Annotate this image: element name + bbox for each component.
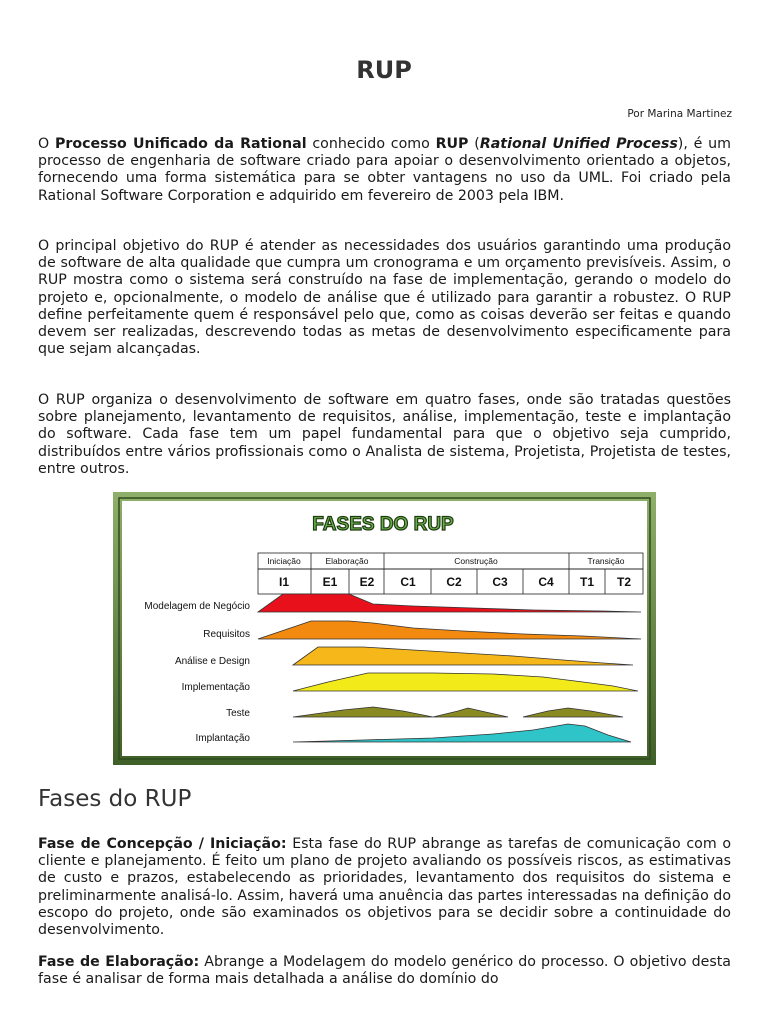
text-run: conhecido como xyxy=(306,136,436,152)
paragraph-intro xyxy=(38,136,731,205)
discipline-label: Requisitos xyxy=(203,629,250,640)
text-run: Abrange a Modelagem do modelo genérico do processo. O objetivo desta fase é analisar de forma mais detalhada a análise do domínio do xyxy=(38,954,731,988)
iteration-label: I1 xyxy=(278,575,290,589)
phase-label-elaboracao: Elaboração xyxy=(325,556,369,566)
iteration-label: C1 xyxy=(400,575,416,589)
phase-label: Fase de Elaboração: xyxy=(38,954,200,970)
author-byline: Por Marina Martinez xyxy=(627,108,732,120)
discipline-label: Modelagem de Negócio xyxy=(144,601,250,612)
iteration-label: E2 xyxy=(359,575,375,589)
paragraph-objective: O principal objetivo do RUP é atender as necessidades dos usuários garantindo uma produção de software de alta qualidade que cumpra um cronograma e um orçamento previsíveis. Assim, o RUP mostra como o sistema será construído na fase de implementação, gerando o modelo do projeto e, opcionalmente, o modelo de análise que é utilizado para garantir a robustez. O RUP define perfeitamente quem é responsável pelo que, como as coisas deverão ser feitas e quando devem ser realizadas, descrevendo todas as metas de desenvolvimento especificamente para que sejam alcançadas. xyxy=(38,238,731,358)
iteration-label: C4 xyxy=(538,575,554,589)
figure-title: FASES DO RUP xyxy=(312,514,454,535)
iteration-label: E1 xyxy=(322,575,338,589)
text-run: ), é um processo de engenharia de software criado para apoiar o desenvolvimento orientado a objetos, fornecendo uma forma sistemática para se obter vantagens no uso da UML. Foi criado pela Rational Software Corporation e adquirido em fevereiro de 2003 pela IBM. xyxy=(38,136,731,204)
discipline-label: Implantação xyxy=(195,733,250,744)
phase-label-transicao: Transição xyxy=(587,556,625,566)
text-run: ( xyxy=(468,136,480,152)
discipline-label: Análise e Design xyxy=(174,656,250,667)
text-run: O xyxy=(38,136,55,152)
phase-label-iniciacao: Iniciação xyxy=(267,556,301,566)
page-title: RUP xyxy=(356,56,412,84)
bold-italic-term: Rational Unified Process xyxy=(479,136,678,152)
paragraph-concepcao xyxy=(38,836,731,939)
phase-label: Fase de Concepção / Iniciação: xyxy=(38,836,287,852)
bold-term: RUP xyxy=(435,136,469,152)
iteration-label: T2 xyxy=(616,575,632,589)
section-heading: Fases do RUP xyxy=(38,786,192,812)
paragraph-elaboracao xyxy=(38,954,731,988)
paragraph-organization: O RUP organiza o desenvolvimento de software em quatro fases, onde são tratadas questões sobre planejamento, levantamento de requisitos, análise, implementação, teste e implantação do software. Cada fase tem um papel fundamental para que o objetivo seja cumprido, distribuídos entre vários profissionais como o Analista de sistema, Projetista, Projetista de testes, entre outros. xyxy=(38,392,731,477)
text-run: Esta fase do RUP abrange as tarefas de comunicação com o cliente e planejamento. É feito um plano de projeto avaliando os possíveis riscos, as estimativas de custo e prazos, estabelecendo as prioridades, levantamento dos requisitos do sistema e preliminarmente analisá-lo. Assim, haverá uma anuência das partes interessadas na definição do escopo do projeto, onde são examinados os objetivos para se decidir sobre a continuidade do desenvolvimento. xyxy=(38,836,732,939)
rup-phases-figure xyxy=(113,492,656,765)
rup-diagram xyxy=(113,492,656,765)
iteration-label: C2 xyxy=(446,575,462,589)
discipline-label: Implementação xyxy=(181,682,250,693)
iteration-label: T1 xyxy=(579,575,595,589)
iteration-label: C3 xyxy=(492,575,508,589)
discipline-label: Teste xyxy=(226,708,250,719)
phase-label-construcao: Construção xyxy=(454,556,498,566)
bold-term: Processo Unificado da Rational xyxy=(54,136,307,152)
